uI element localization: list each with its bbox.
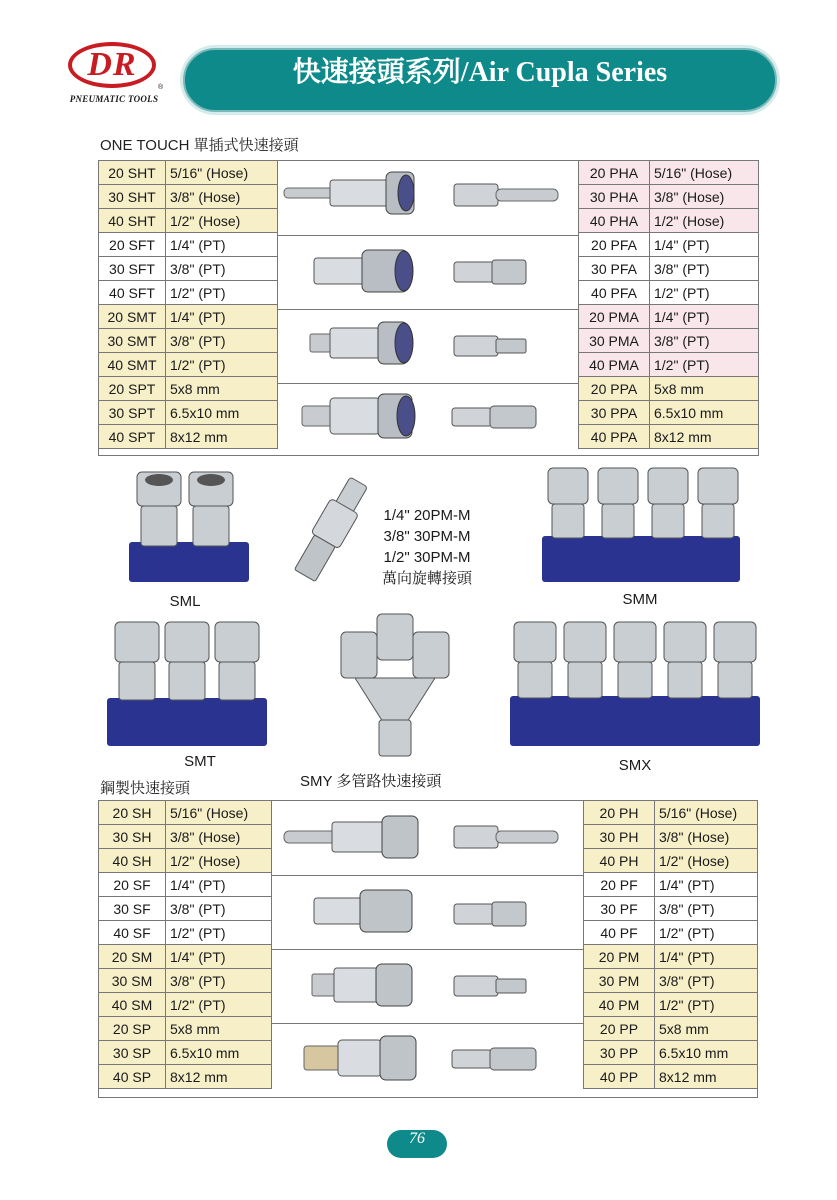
table-row <box>584 1041 758 1065</box>
swivel-spec-1: 1/4" 20PM-M <box>383 507 471 524</box>
steel-plug-male-image <box>452 970 532 1002</box>
model-code: 30 PM <box>584 969 655 993</box>
table-row <box>579 161 759 185</box>
steel-socket-table <box>98 800 272 1089</box>
steel-plug-push-lock-image <box>450 1044 540 1074</box>
size-spec: 5x8 mm <box>166 377 278 401</box>
size-spec: 1/4" (PT) <box>166 945 272 969</box>
model-code: 40 SP <box>99 1065 166 1089</box>
plug-male-image <box>452 330 532 362</box>
table-row <box>99 993 272 1017</box>
model-code: 40 PH <box>584 849 655 873</box>
sml-manifold-image <box>125 468 255 588</box>
size-spec: 1/2" (Hose) <box>166 849 272 873</box>
model-code: 30 PF <box>584 897 655 921</box>
table-row <box>579 305 759 329</box>
size-spec: 1/2" (PT) <box>650 353 759 377</box>
size-spec: 3/8" (Hose) <box>650 185 759 209</box>
table-row <box>99 1065 272 1089</box>
brand-tagline: PNEUMATIC TOOLS <box>69 94 159 104</box>
smy-label: SMY 多管路快速接頭 <box>300 773 442 790</box>
size-spec: 3/8" (PT) <box>166 257 278 281</box>
size-spec: 3/8" (PT) <box>650 257 759 281</box>
model-code: 20 PP <box>584 1017 655 1041</box>
size-spec: 6.5x10 mm <box>650 401 759 425</box>
table-row <box>584 801 758 825</box>
model-code: 20 PFA <box>579 233 650 257</box>
model-code: 40 PMA <box>579 353 650 377</box>
model-code: 30 PMA <box>579 329 650 353</box>
swivel-plug-image <box>285 470 375 590</box>
table-row <box>584 1017 758 1041</box>
model-code: 20 SH <box>99 801 166 825</box>
smm-manifold-image <box>540 466 745 586</box>
size-spec: 1/2" (PT) <box>166 993 272 1017</box>
one-touch-socket-table <box>98 160 278 449</box>
model-code: 20 SPT <box>99 377 166 401</box>
table-row <box>99 185 278 209</box>
model-code: 20 PPA <box>579 377 650 401</box>
model-code: 30 PHA <box>579 185 650 209</box>
table-row <box>579 401 759 425</box>
model-code: 40 SHT <box>99 209 166 233</box>
size-spec: 1/4" (PT) <box>166 305 278 329</box>
size-spec: 1/2" (PT) <box>166 281 278 305</box>
size-spec: 3/8" (PT) <box>166 897 272 921</box>
model-code: 20 PHA <box>579 161 650 185</box>
model-code: 40 PM <box>584 993 655 1017</box>
table-row <box>584 969 758 993</box>
size-spec: 3/8" (PT) <box>655 969 758 993</box>
table-row <box>99 305 278 329</box>
size-spec: 1/2" (PT) <box>655 993 758 1017</box>
model-code: 20 PH <box>584 801 655 825</box>
model-code: 40 PFA <box>579 281 650 305</box>
model-code: 20 SFT <box>99 233 166 257</box>
model-code: 30 SP <box>99 1041 166 1065</box>
one-touch-title: ONE TOUCH 單插式快速接頭 <box>100 137 299 154</box>
socket-male-image <box>308 316 418 370</box>
swivel-spec-3: 1/2" 30PM-M <box>383 549 471 566</box>
table-row <box>579 329 759 353</box>
table-row <box>584 993 758 1017</box>
model-code: 30 PP <box>584 1041 655 1065</box>
smy-coupler-image <box>335 612 455 762</box>
model-code: 40 SPT <box>99 425 166 449</box>
size-spec: 5/16" (Hose) <box>166 161 278 185</box>
table-row <box>579 425 759 449</box>
logo-text: DR <box>87 46 137 83</box>
model-code: 30 SPT <box>99 401 166 425</box>
model-code: 40 PP <box>584 1065 655 1089</box>
size-spec: 5x8 mm <box>166 1017 272 1041</box>
size-spec: 3/8" (Hose) <box>655 825 758 849</box>
table-row <box>99 849 272 873</box>
table-row <box>99 233 278 257</box>
steel-socket-push-lock-image <box>302 1030 422 1086</box>
table-row <box>584 849 758 873</box>
model-code: 20 PM <box>584 945 655 969</box>
page-number: 76 <box>387 1130 447 1158</box>
plug-female-image <box>452 256 532 288</box>
size-spec: 3/8" (PT) <box>166 329 278 353</box>
table-row <box>99 425 278 449</box>
size-spec: 1/2" (PT) <box>655 921 758 945</box>
smt-manifold-image <box>105 620 270 750</box>
steel-socket-hose-image <box>282 812 422 862</box>
table-row <box>99 825 272 849</box>
size-spec: 6.5x10 mm <box>655 1041 758 1065</box>
model-code: 30 PPA <box>579 401 650 425</box>
table-row <box>99 801 272 825</box>
model-code: 40 SMT <box>99 353 166 377</box>
brand-logo <box>62 40 166 110</box>
size-spec: 8x12 mm <box>166 1065 272 1089</box>
size-spec: 8x12 mm <box>650 425 759 449</box>
table-row <box>99 945 272 969</box>
steel-socket-female-image <box>312 884 422 938</box>
model-code: 20 SF <box>99 873 166 897</box>
model-code: 40 PPA <box>579 425 650 449</box>
model-code: 20 SHT <box>99 161 166 185</box>
model-code: 30 SMT <box>99 329 166 353</box>
table-row <box>584 897 758 921</box>
socket-female-image <box>312 244 422 298</box>
table-row <box>584 873 758 897</box>
model-code: 40 SH <box>99 849 166 873</box>
size-spec: 1/4" (PT) <box>650 233 759 257</box>
model-code: 40 PHA <box>579 209 650 233</box>
model-code: 30 SF <box>99 897 166 921</box>
size-spec: 1/2" (PT) <box>650 281 759 305</box>
table-row <box>579 209 759 233</box>
steel-plug-table <box>583 800 758 1089</box>
table-row <box>579 281 759 305</box>
model-code: 20 PF <box>584 873 655 897</box>
size-spec: 8x12 mm <box>166 425 278 449</box>
steel-plug-female-image <box>452 898 532 930</box>
banner-title: 快速接頭系列/Air Cupla Series <box>292 57 668 88</box>
table-row <box>99 873 272 897</box>
size-spec: 3/8" (PT) <box>655 897 758 921</box>
table-row <box>99 1041 272 1065</box>
table-row <box>99 1017 272 1041</box>
smx-label: SMX <box>618 757 652 774</box>
size-spec: 8x12 mm <box>655 1065 758 1089</box>
plug-push-lock-image <box>450 402 540 432</box>
model-code: 20 SP <box>99 1017 166 1041</box>
model-code: 30 SFT <box>99 257 166 281</box>
size-spec: 5x8 mm <box>650 377 759 401</box>
table-row <box>99 209 278 233</box>
size-spec: 1/4" (PT) <box>166 873 272 897</box>
steel-plug-hose-image <box>452 820 562 854</box>
table-row <box>584 945 758 969</box>
steel-title: 鋼製快速接頭 <box>100 780 191 797</box>
table-row <box>99 401 278 425</box>
size-spec: 5/16" (Hose) <box>655 801 758 825</box>
model-code: 20 PMA <box>579 305 650 329</box>
size-spec: 6.5x10 mm <box>166 1041 272 1065</box>
steel-socket-male-image <box>310 958 420 1012</box>
size-spec: 1/2" (Hose) <box>650 209 759 233</box>
swivel-spec-2: 3/8" 30PM-M <box>383 528 471 545</box>
swivel-annotation <box>372 505 482 589</box>
model-code: 30 PFA <box>579 257 650 281</box>
table-row <box>584 921 758 945</box>
size-spec: 3/8" (PT) <box>166 969 272 993</box>
model-code: 30 SH <box>99 825 166 849</box>
size-spec: 1/4" (PT) <box>650 305 759 329</box>
table-row <box>584 1065 758 1089</box>
model-code: 40 SF <box>99 921 166 945</box>
socket-hose-image <box>282 168 422 218</box>
model-code: 30 PH <box>584 825 655 849</box>
model-code: 20 SMT <box>99 305 166 329</box>
size-spec: 1/4" (PT) <box>166 233 278 257</box>
table-row <box>99 969 272 993</box>
registered-mark: ® <box>158 84 164 91</box>
table-row <box>99 281 278 305</box>
model-code: 20 SM <box>99 945 166 969</box>
table-row <box>99 161 278 185</box>
size-spec: 5x8 mm <box>655 1017 758 1041</box>
sml-label: SML <box>169 593 201 610</box>
table-row <box>584 825 758 849</box>
table-row <box>579 185 759 209</box>
size-spec: 1/2" (Hose) <box>166 209 278 233</box>
table-row <box>579 377 759 401</box>
size-spec: 6.5x10 mm <box>166 401 278 425</box>
model-code: 30 SHT <box>99 185 166 209</box>
table-row <box>579 233 759 257</box>
size-spec: 1/2" (Hose) <box>655 849 758 873</box>
table-row <box>99 257 278 281</box>
table-row <box>99 921 272 945</box>
model-code: 40 PF <box>584 921 655 945</box>
model-code: 40 SM <box>99 993 166 1017</box>
size-spec: 1/2" (PT) <box>166 353 278 377</box>
table-row <box>99 897 272 921</box>
table-row <box>99 377 278 401</box>
size-spec: 3/8" (Hose) <box>166 185 278 209</box>
size-spec: 3/8" (Hose) <box>166 825 272 849</box>
swivel-name: 萬向旋轉接頭 <box>381 570 472 587</box>
model-code: 30 SM <box>99 969 166 993</box>
size-spec: 5/16" (Hose) <box>650 161 759 185</box>
table-row <box>99 329 278 353</box>
socket-push-lock-image <box>300 388 420 444</box>
table-row <box>99 353 278 377</box>
size-spec: 1/4" (PT) <box>655 873 758 897</box>
size-spec: 5/16" (Hose) <box>166 801 272 825</box>
plug-hose-image <box>452 178 562 212</box>
model-code: 40 SFT <box>99 281 166 305</box>
series-banner <box>183 48 777 112</box>
smt-label: SMT <box>184 753 216 770</box>
table-row <box>579 353 759 377</box>
smm-label: SMM <box>622 591 658 608</box>
size-spec: 3/8" (PT) <box>650 329 759 353</box>
one-touch-plug-table <box>578 160 759 449</box>
size-spec: 1/2" (PT) <box>166 921 272 945</box>
table-row <box>579 257 759 281</box>
size-spec: 1/4" (PT) <box>655 945 758 969</box>
smx-manifold-image <box>508 620 763 750</box>
